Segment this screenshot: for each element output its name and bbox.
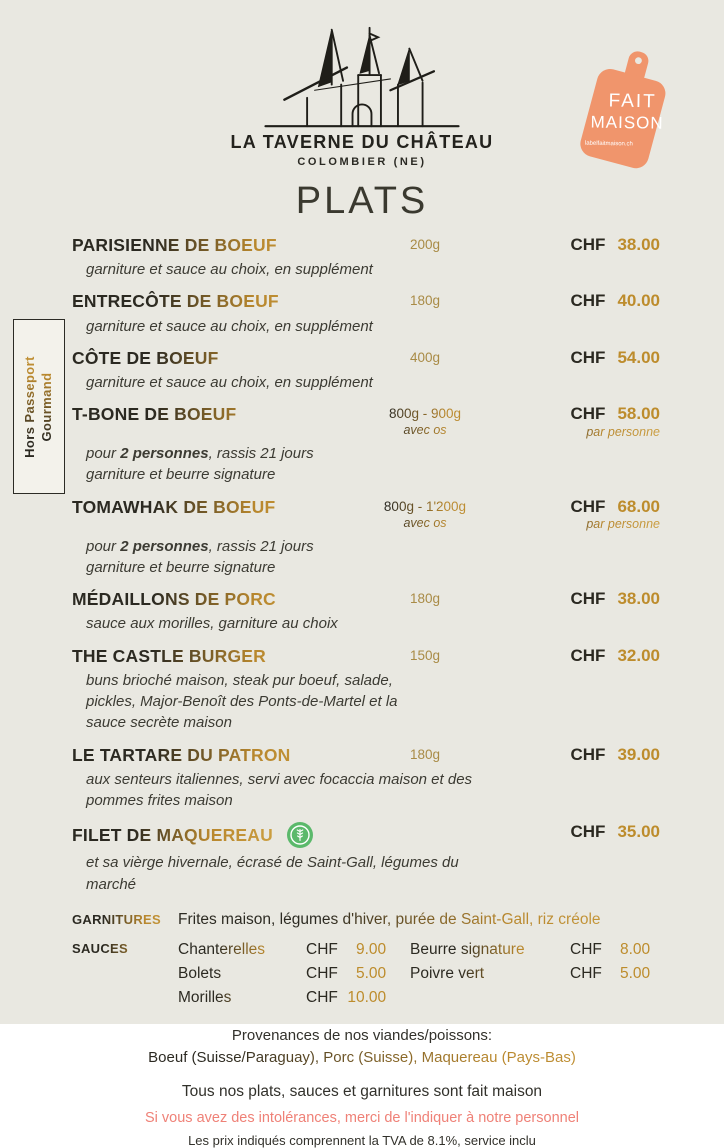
item-weight: 800g - 900g avec os	[340, 404, 510, 438]
item-weight: 200g	[409, 237, 441, 252]
sauce-price: CHF 9.00	[306, 941, 387, 959]
item-name: T-BONE DE BOEUF	[72, 404, 340, 424]
garnitures-text: Frites maison, légumes d'hiver, purée de Saint-Gall, riz créole	[178, 911, 660, 929]
item-price-note: par personne	[510, 425, 660, 439]
item-price: CHF 68.00 par personne	[510, 497, 660, 532]
item-name: TOMAWHAK DE BOEUF	[72, 497, 340, 517]
restaurant-location: COLOMBIER (NE)	[297, 156, 427, 168]
item-weight	[340, 822, 510, 824]
item-name: THE CASTLE BURGER	[72, 646, 340, 666]
item-price: CHF 32.00	[570, 645, 660, 665]
hors-passeport-gourmand-label	[16, 324, 62, 489]
hors-passeport-gourmand-box	[13, 319, 65, 494]
sauce-row	[410, 965, 660, 983]
provenance-title: Provenances de nos viandes/poissons:	[231, 1027, 493, 1045]
page-title: PLATS	[295, 180, 429, 222]
item-description: pour 2 personnes, rassis 21 jours garniture et beurre signature	[86, 537, 314, 576]
item-weight: 800g - 1'200g avec os	[340, 497, 510, 531]
item-description: buns brioché maison, steak pur boeuf, salade, pickles, Major-Benoît des Ponts-de-Martel et la sauce secrète maison	[86, 671, 398, 732]
sauce-row	[178, 989, 410, 1007]
garnitures-label: GARNITURES	[72, 912, 178, 927]
item-price: CHF 40.00	[570, 291, 660, 311]
sauces-left-column	[178, 941, 410, 1007]
sauces-section	[72, 941, 660, 1007]
item-description: garniture et sauce au choix, en supplément	[86, 261, 373, 279]
menu-item-parisienne	[72, 235, 660, 280]
menu-item-entrecote	[72, 291, 660, 336]
menu-item-cote	[72, 348, 660, 393]
sauce-name: Chanterelles	[178, 941, 306, 959]
sauce-row	[410, 941, 660, 959]
sidebar-line1: Hors Passeport	[22, 355, 38, 458]
item-price: CHF 58.00 par personne	[510, 404, 660, 439]
item-price: CHF 39.00	[570, 744, 660, 764]
menu-item-tomawhak	[72, 497, 660, 579]
sauce-price: CHF 10.00	[306, 989, 387, 1007]
item-description: garniture et sauce au choix, en supplément	[86, 317, 373, 335]
item-name: ENTRECÔTE DE BOEUF	[72, 291, 340, 311]
badge-line1: FAIT	[608, 90, 657, 113]
menu-item-tartare	[72, 745, 660, 812]
sauce-name: Beurre signature	[410, 941, 570, 959]
item-name: PARISIENNE DE BOEUF	[72, 235, 340, 255]
castle-logo-icon	[257, 24, 467, 130]
sustainable-fish-icon	[287, 822, 313, 848]
item-price: CHF 35.00	[570, 822, 660, 842]
item-weight-note: avec os	[340, 516, 510, 531]
badge-url: labelfaitmaison.ch	[584, 140, 633, 148]
menu-item-medaillons	[72, 589, 660, 634]
sauce-price: CHF 5.00	[306, 965, 387, 983]
item-weight: 180g	[409, 293, 441, 309]
item-name: FILET DE MAQUEREAU	[72, 822, 340, 848]
footer	[0, 1025, 724, 1148]
item-name: CÔTE DE BOEUF	[72, 348, 340, 368]
item-name: MÉDAILLONS DE PORC	[72, 589, 340, 609]
sauces-label: SAUCES	[72, 941, 178, 1007]
item-description: et sa vièrge hivernale, écrasé de Saint-Gall, légumes du marché	[86, 854, 459, 893]
sidebar-line2: Gourmand	[39, 372, 54, 441]
intolerances-line: Si vous avez des intolérances, merci de l'indiquer à notre personnel	[145, 1109, 579, 1126]
sauce-name: Bolets	[178, 965, 306, 983]
sauces-right-column	[410, 941, 660, 1007]
item-price: CHF 54.00	[570, 347, 660, 367]
item-description: pour 2 personnes, rassis 21 jours garniture et beurre signature	[86, 445, 314, 484]
item-price-note: par personne	[510, 517, 660, 531]
item-description: sauce aux morilles, garniture au choix	[86, 615, 338, 633]
item-weight: 400g	[409, 349, 441, 365]
fait-maison-line: Tous nos plats, sauces et garnitures sont fait maison	[181, 1082, 543, 1100]
sauce-price: CHF 5.00	[570, 965, 651, 983]
menu-item-tbone	[72, 404, 660, 486]
sauce-row	[178, 941, 410, 959]
item-description: aux senteurs italiennes, servi avec focaccia maison et des pommes frites maison	[86, 770, 473, 810]
item-price: CHF 38.00	[570, 235, 660, 254]
restaurant-name: LA TAVERNE DU CHÂTEAU	[230, 132, 494, 152]
garnitures-row	[72, 911, 660, 929]
item-name: LE TARTARE DU PATRON	[72, 745, 340, 765]
item-description: garniture et sauce au choix, en supplément	[86, 373, 373, 391]
sauce-name: Poivre vert	[410, 965, 570, 983]
tva-line: Les prix indiqués comprennent la TVA de 8.1%, service inclu	[188, 1132, 536, 1148]
item-weight: 180g	[409, 746, 441, 762]
menu-list	[0, 223, 724, 1007]
item-price: CHF 38.00	[570, 589, 660, 609]
sauce-price: CHF 8.00	[570, 941, 651, 959]
extras-section	[72, 911, 660, 1007]
badge-line2: MAISON	[590, 112, 664, 133]
menu-item-castle-burger	[72, 646, 660, 734]
menu-item-maquereau	[72, 822, 660, 895]
sauce-row	[178, 965, 410, 983]
item-weight: 150g	[409, 647, 441, 663]
provenance-line: Boeuf (Suisse/Paraguay), Porc (Suisse), Maquereau (Pays-Bas)	[0, 1047, 724, 1069]
item-weight-note: avec os	[340, 423, 510, 438]
sauce-name: Morilles	[178, 989, 306, 1007]
item-weight: 180g	[409, 591, 441, 607]
